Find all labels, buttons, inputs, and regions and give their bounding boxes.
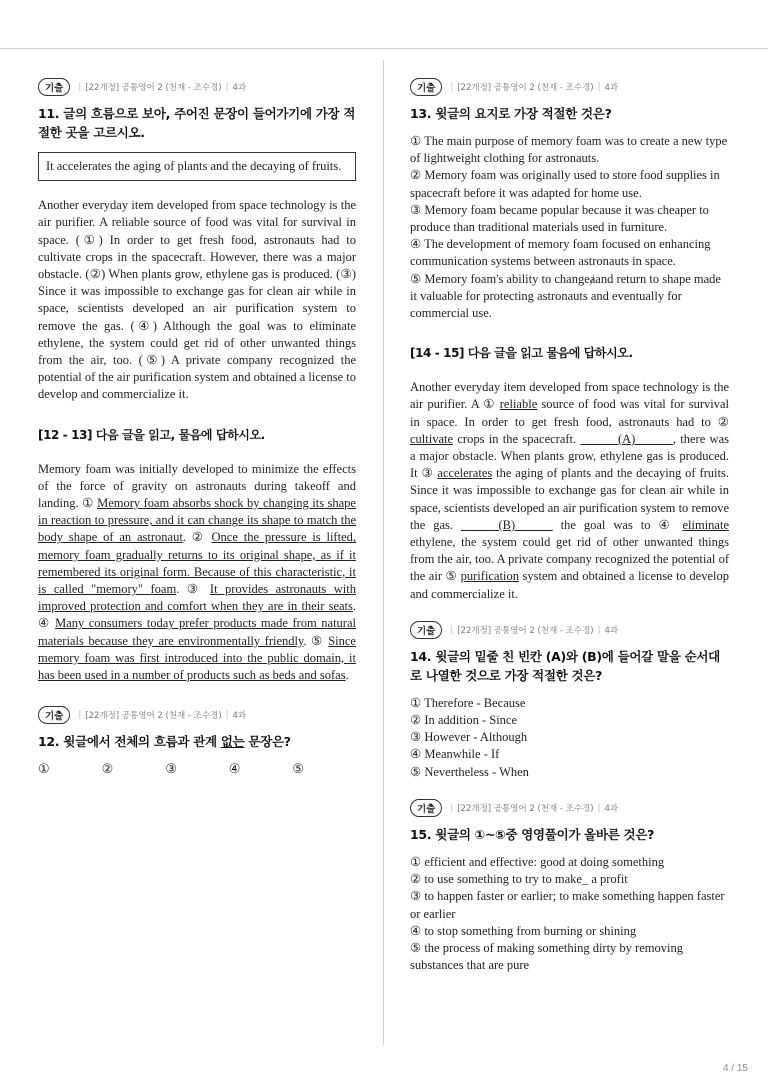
section-14-15-heading: [14 - 15] 다음 글을 읽고 물음에 답하시오. <box>410 346 633 361</box>
q13-option-2[interactable]: ② Memory foam was originally used to store food supplies in spacecraft before it was adapted for home use. <box>410 168 720 200</box>
past-exam-badge: 기출 <box>410 621 442 639</box>
memory-foam-passage: Memory foam was initially developed to minimize the effects of the force of gravity on astronauts during takeoff and landing. ① Memory foam absorbs shock by changing its shape in reaction to pressure, and it can change its shape to match the body shape of an astronaut. ② Once the pressure is lifted, memory foam gradually returns to its original shape, as if it remembered its original form. Because of this characteristic, it is called "memory" foam. ③ It provides astronauts with improved protection and comfort when they are in their seats. ④ Many consumers today prefer products made from natural materials because they are environmentally friendly. ⑤ Since memory foam was first introduced into the public domain, it has been used in a number of products such as beds and sofas. <box>38 461 356 683</box>
q12-choices <box>38 761 356 777</box>
question-tag: 기출 | [22개정] 공통영어 2 (천재 - 조수경) | 4과 <box>410 621 729 639</box>
question-tag: 기출 | [22개정] 공통영어 2 (천재 - 조수경) | 4과 <box>410 78 729 96</box>
underlined-word-4: eliminate <box>682 517 729 532</box>
q12-title: 12. 윗글에서 전체의 흐름과 관계 없는 문장은? <box>38 734 291 750</box>
underlined-word-1: reliable <box>499 397 538 412</box>
right-column <box>410 78 729 974</box>
marker-3: ③ <box>179 582 210 597</box>
source-label: [22개정] 공통영어 2 (천재 - 조수경) <box>457 625 594 636</box>
q13-title: 13. 윗글의 요지로 가장 적절한 것은? <box>410 106 612 121</box>
q15-title: 15. 윗글의 ①~⑤중 영영풀이가 올바른 것은? <box>410 826 655 842</box>
marker-5: ⑤ <box>306 633 329 648</box>
q14-option-5[interactable]: ⑤ Nevertheless - When <box>410 764 529 779</box>
q15-options <box>410 854 729 974</box>
sentence-4: Many consumers today prefer products made from natural materials because they are environmentally friendly <box>38 616 356 648</box>
blank-b: ______(B)______ <box>461 517 553 532</box>
air-purifier-passage: Another everyday item developed from space technology is the air purifier. A ① reliable source of food was vital for survival in space. In order to get fresh food, astronauts had to ② cultivate crops in the spacecraft. ______(A)______, there was a major obstacle. When plants grow, ethylene gas is produced. It ③ accelerates the aging of plants and the decaying of fruits. Since it was impossible to exchange gas for clean air while in space, scientists developed an air purification system to remove the gas. ______(B)______ the goal was to ④ eliminate ethylene, the system could get rid of other unwanted things from the air, too. A private company recognized the potential of the air ⑤ purification system and obtained a license to develop and commercialize it. <box>410 380 729 601</box>
question-tag: 기출 | [22개정] 공통영어 2 (천재 - 조수경) | 4과 <box>410 799 729 817</box>
choice-1[interactable]: ① <box>38 761 50 777</box>
q11-title: 11. 글의 흐름으로 보아, 주어진 문장이 들어가기에 가장 적절한 곳을 고르시오. <box>38 106 356 140</box>
sentence-3: It provides astronauts with improved protection and comfort when they are in their seats <box>38 582 356 614</box>
lesson-label: 4과 <box>604 625 619 636</box>
lesson-label: 4과 <box>604 83 619 93</box>
q11-passage: Another everyday item developed from space technology is the air purifier. A reliable source of food was vital for survival in space. (①) In order to get fresh food, astronauts had to cultivate crops in the spacecraft. However, there was a major obstacle. (②) When plants grow, ethylene gas is produced. (③) Since it was impossible to exchange gas for clean air while in space, scientists developed an air purification system to remove the gas. (④) Although the goal was to eliminate ethylene, the system could get rid of other unwanted things from the air, too. (⑤) A private company recognized the potential of the air purification system and obtained a license to develop and commercialize it. <box>38 198 356 402</box>
marker-4: ④ <box>38 616 56 631</box>
left-column <box>38 78 356 777</box>
q14-option-4[interactable]: ④ Meanwhile - If <box>410 747 500 762</box>
question-tag: 기출 | [22개정] 공통영어 2 (천재 - 조수경) | 4과 <box>38 78 356 96</box>
lesson-label: 4과 <box>232 83 247 93</box>
q11-given-sentence: It accelerates the aging of plants and the decaying of fruits. <box>38 152 356 181</box>
q15-option-3[interactable]: ③ to happen faster or earlier; to make something happen faster or earlier <box>410 889 725 921</box>
sentence-5: Since memory foam was first introduced into the public domain, it has been used in a number of products such as beds and sofas <box>38 633 356 683</box>
column-divider <box>383 60 384 1045</box>
source-label: [22개정] 공통영어 2 (천재 - 조수경) <box>457 83 594 93</box>
q14-option-1[interactable]: ① Therefore - Because <box>410 695 526 710</box>
underlined-word-2: cultivate <box>410 431 454 446</box>
page-number: 4 / 15 <box>722 1063 748 1074</box>
past-exam-badge: 기출 <box>38 78 70 96</box>
source-label: [22개정] 공통영어 2 (천재 - 조수경) <box>85 83 222 93</box>
past-exam-badge: 기출 <box>410 799 442 817</box>
section-12-13-heading: [12 - 13] 다음 글을 읽고, 물음에 답하시오. <box>38 427 265 442</box>
q15-option-1[interactable]: ① efficient and effective: good at doing something <box>410 854 665 869</box>
underlined-word-3: accelerates <box>437 466 493 481</box>
q14-option-2[interactable]: ② In addition - Since <box>410 713 518 728</box>
source-label: [22개정] 공통영어 2 (천재 - 조수경) <box>457 803 594 814</box>
past-exam-badge: 기출 <box>410 78 442 96</box>
q13-options <box>410 133 729 322</box>
q15-option-2[interactable]: ② to use something to try to make_ a profit <box>410 872 628 887</box>
choice-2[interactable]: ② <box>101 761 114 777</box>
past-exam-badge: 기출 <box>38 706 70 724</box>
source-label: [22개정] 공통영어 2 (천재 - 조수경) <box>85 711 222 722</box>
choice-3[interactable]: ③ <box>165 761 177 777</box>
q15-option-4[interactable]: ④ to stop something from burning or shining <box>410 923 637 938</box>
q14-title: 14. 윗글의 밑줄 친 빈칸 (A)와 (B)에 들어갈 말을 순서대로 나열한 것으로 가장 적절한 것은? <box>410 648 720 683</box>
header-rule <box>0 48 768 49</box>
sentence-2: Once the pressure is lifted, memory foam gradually returns to its original shape, as if it remembered its original form. Because of this characteristic, it is called "memory" foam <box>38 530 356 597</box>
blank-a: ______(A)______ <box>580 431 673 446</box>
q13-option-1[interactable]: ① The main purpose of memory foam was to create a new type of lightweight clothing for astronauts. <box>410 134 728 166</box>
q15-option-5[interactable]: ⑤ the process of making something dirty by removing substances that are pure <box>410 940 683 973</box>
q14-options <box>410 695 729 781</box>
choice-5[interactable]: ⑤ <box>292 761 305 777</box>
marker-1: ① <box>78 496 98 511</box>
q13-option-5[interactable]: ⑤ Memory foam's ability to changeⱥand return to shape made it valuable for protecting astronauts and eventually for commercial use. <box>410 271 721 321</box>
choice-4[interactable]: ④ <box>228 761 241 777</box>
underlined-word-5: purification <box>460 569 519 584</box>
sentence-1: Memory foam absorbs shock by changing its shape in reaction to pressure, and it can change its shape to match the body shape of an astronaut <box>38 496 356 545</box>
lesson-label: 4과 <box>604 803 619 814</box>
question-tag: 기출 | [22개정] 공통영어 2 (천재 - 조수경) | 4과 <box>38 706 356 724</box>
marker-2: ② <box>185 530 212 545</box>
q13-option-4[interactable]: ④ The development of memory foam focused on enhancing communication systems between astronauts in space. <box>410 237 711 269</box>
q13-option-3[interactable]: ③ Memory foam became popular because it was cheaper to produce than traditional materials used in furniture. <box>410 202 709 235</box>
lesson-label: 4과 <box>232 711 247 722</box>
q14-option-3[interactable]: ③ However - Although <box>410 730 528 745</box>
